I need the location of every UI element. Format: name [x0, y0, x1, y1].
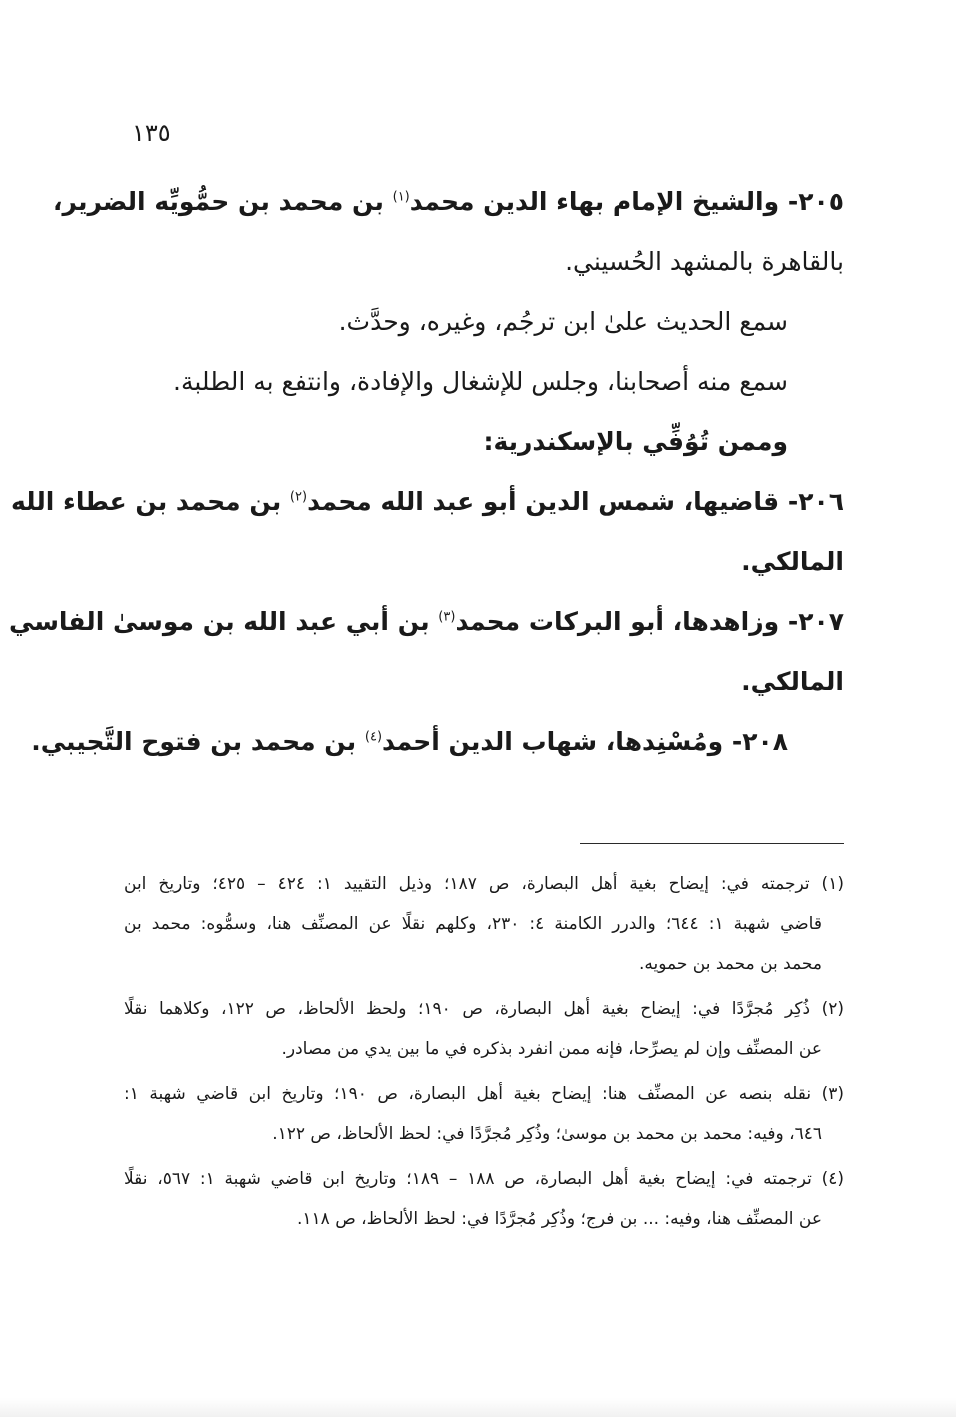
section-heading: وممن تُوُفِّي بالإسكندرية: — [483, 427, 788, 456]
footnote-1-line-1: (١) ترجمته في: إيضاح بغية أهل البصارة، ص ١٨٧؛ وذيل التقييد ١: ٤٢٤ – ٤٢٥؛ وتاريخ ابن — [124, 874, 844, 894]
footnote-1 — [124, 864, 844, 984]
footnote-2-line-1: (٢) ذُكِر مُجرَّدًا في: إيضاح بغية أهل البصارة، ص ١٩٠؛ ولحظ الألحاظ، ص ١٢٢، وكلاهما نقلًا — [124, 999, 844, 1019]
footnote-separator — [580, 843, 844, 844]
entry-207-name-rest: بن أبي عبد الله بن موسىٰ الفاسي — [9, 607, 439, 636]
entry-207-name: ٢٠٧- وزاهدها، أبو البركات محمد — [455, 607, 844, 636]
footnote-2 — [124, 989, 844, 1069]
footnote-1-line-3: محمد بن محمد بن حمويه. — [639, 954, 822, 974]
footnote-ref-1[interactable]: (١) — [392, 189, 410, 205]
entry-206-name-rest: بن محمد بن عطاء الله — [11, 487, 290, 516]
footnotes — [124, 864, 844, 1244]
page-number: ١٣٥ — [132, 119, 171, 147]
footnote-3-line-2: ٦٤٦، وفيه: محمد بن محمد بن موسىٰ؛ وذُكِر مُجرَّدًا في: لحظ الألحاظ، ص ١٢٢. — [272, 1124, 822, 1144]
entry-207-line-1 — [9, 592, 844, 652]
footnote-1-line-2: قاضي شهبة ١: ٦٤٤؛ والدرر الكامنة ٤: ٢٣٠، وكلهم نقلًا عن المصنِّف هنا، وسمُّوه: محمد بن — [124, 914, 822, 934]
entry-208-line-1 — [31, 712, 844, 772]
main-text — [9, 172, 844, 772]
footnote-3 — [124, 1074, 844, 1154]
footnote-2-line-2: عن المصنِّف وإن لم يصرِّحا، فإنه ممن انفرد بذكره في ما بين يدي من مصادر. — [281, 1039, 822, 1059]
entry-205-line-2: بالقاهرة بالمشهد الحُسيني. — [565, 247, 844, 276]
entry-207-line-2: المالكي. — [741, 667, 844, 696]
entry-206-line-2: المالكي. — [741, 547, 844, 576]
footnote-4-line-2: عن المصنِّف هنا، وفيه: ... بن فرج؛ وذُكِر مُجرَّدًا في: لحظ الألحاظ، ص ١١٨. — [296, 1209, 822, 1229]
entry-208-name-rest: بن محمد بن فتوح التَّجيبي. — [31, 727, 365, 756]
entry-208-name: ٢٠٨- ومُسْنِدها، شهاب الدين أحمد — [382, 727, 788, 756]
footnote-ref-4[interactable]: (٤) — [364, 729, 383, 745]
footnote-ref-2[interactable]: (٢) — [289, 489, 308, 505]
footnote-3-line-1: (٣) نقله بنصه عن المصنِّف هنا: إيضاح بغية أهل البصارة، ص ١٩٠؛ وتاريخ ابن قاضي شهبة ١: — [124, 1084, 844, 1104]
footnote-4 — [124, 1159, 844, 1239]
entry-205-name-rest: بن محمد بن حمُّويِّه الضرير، — [53, 187, 393, 216]
entry-205-line-1 — [53, 172, 844, 232]
footnote-ref-3[interactable]: (٣) — [438, 609, 456, 625]
entry-206-line-1 — [11, 472, 844, 532]
footnote-4-line-1: (٤) ترجمته في: إيضاح بغية أهل البصارة، ص ١٨٨ – ١٨٩؛ وتاريخ ابن قاضي شهبة ١: ٥٦٧، نقلًا — [124, 1169, 845, 1189]
entry-206-name: ٢٠٦- قاضيها، شمس الدين أبو عبد الله محمد — [307, 487, 844, 516]
paragraph-2: سمع منه أصحابنا، وجلس للإشغال والإفادة، وانتفع به الطلبة. — [173, 367, 788, 396]
page-bottom-edge — [0, 1398, 956, 1417]
entry-205-name: ٢٠٥- والشيخ الإمام بهاء الدين محمد — [409, 187, 844, 216]
paragraph-1: سمع الحديث علىٰ ابن ترجُم، وغيره، وحدَّث. — [338, 307, 788, 336]
